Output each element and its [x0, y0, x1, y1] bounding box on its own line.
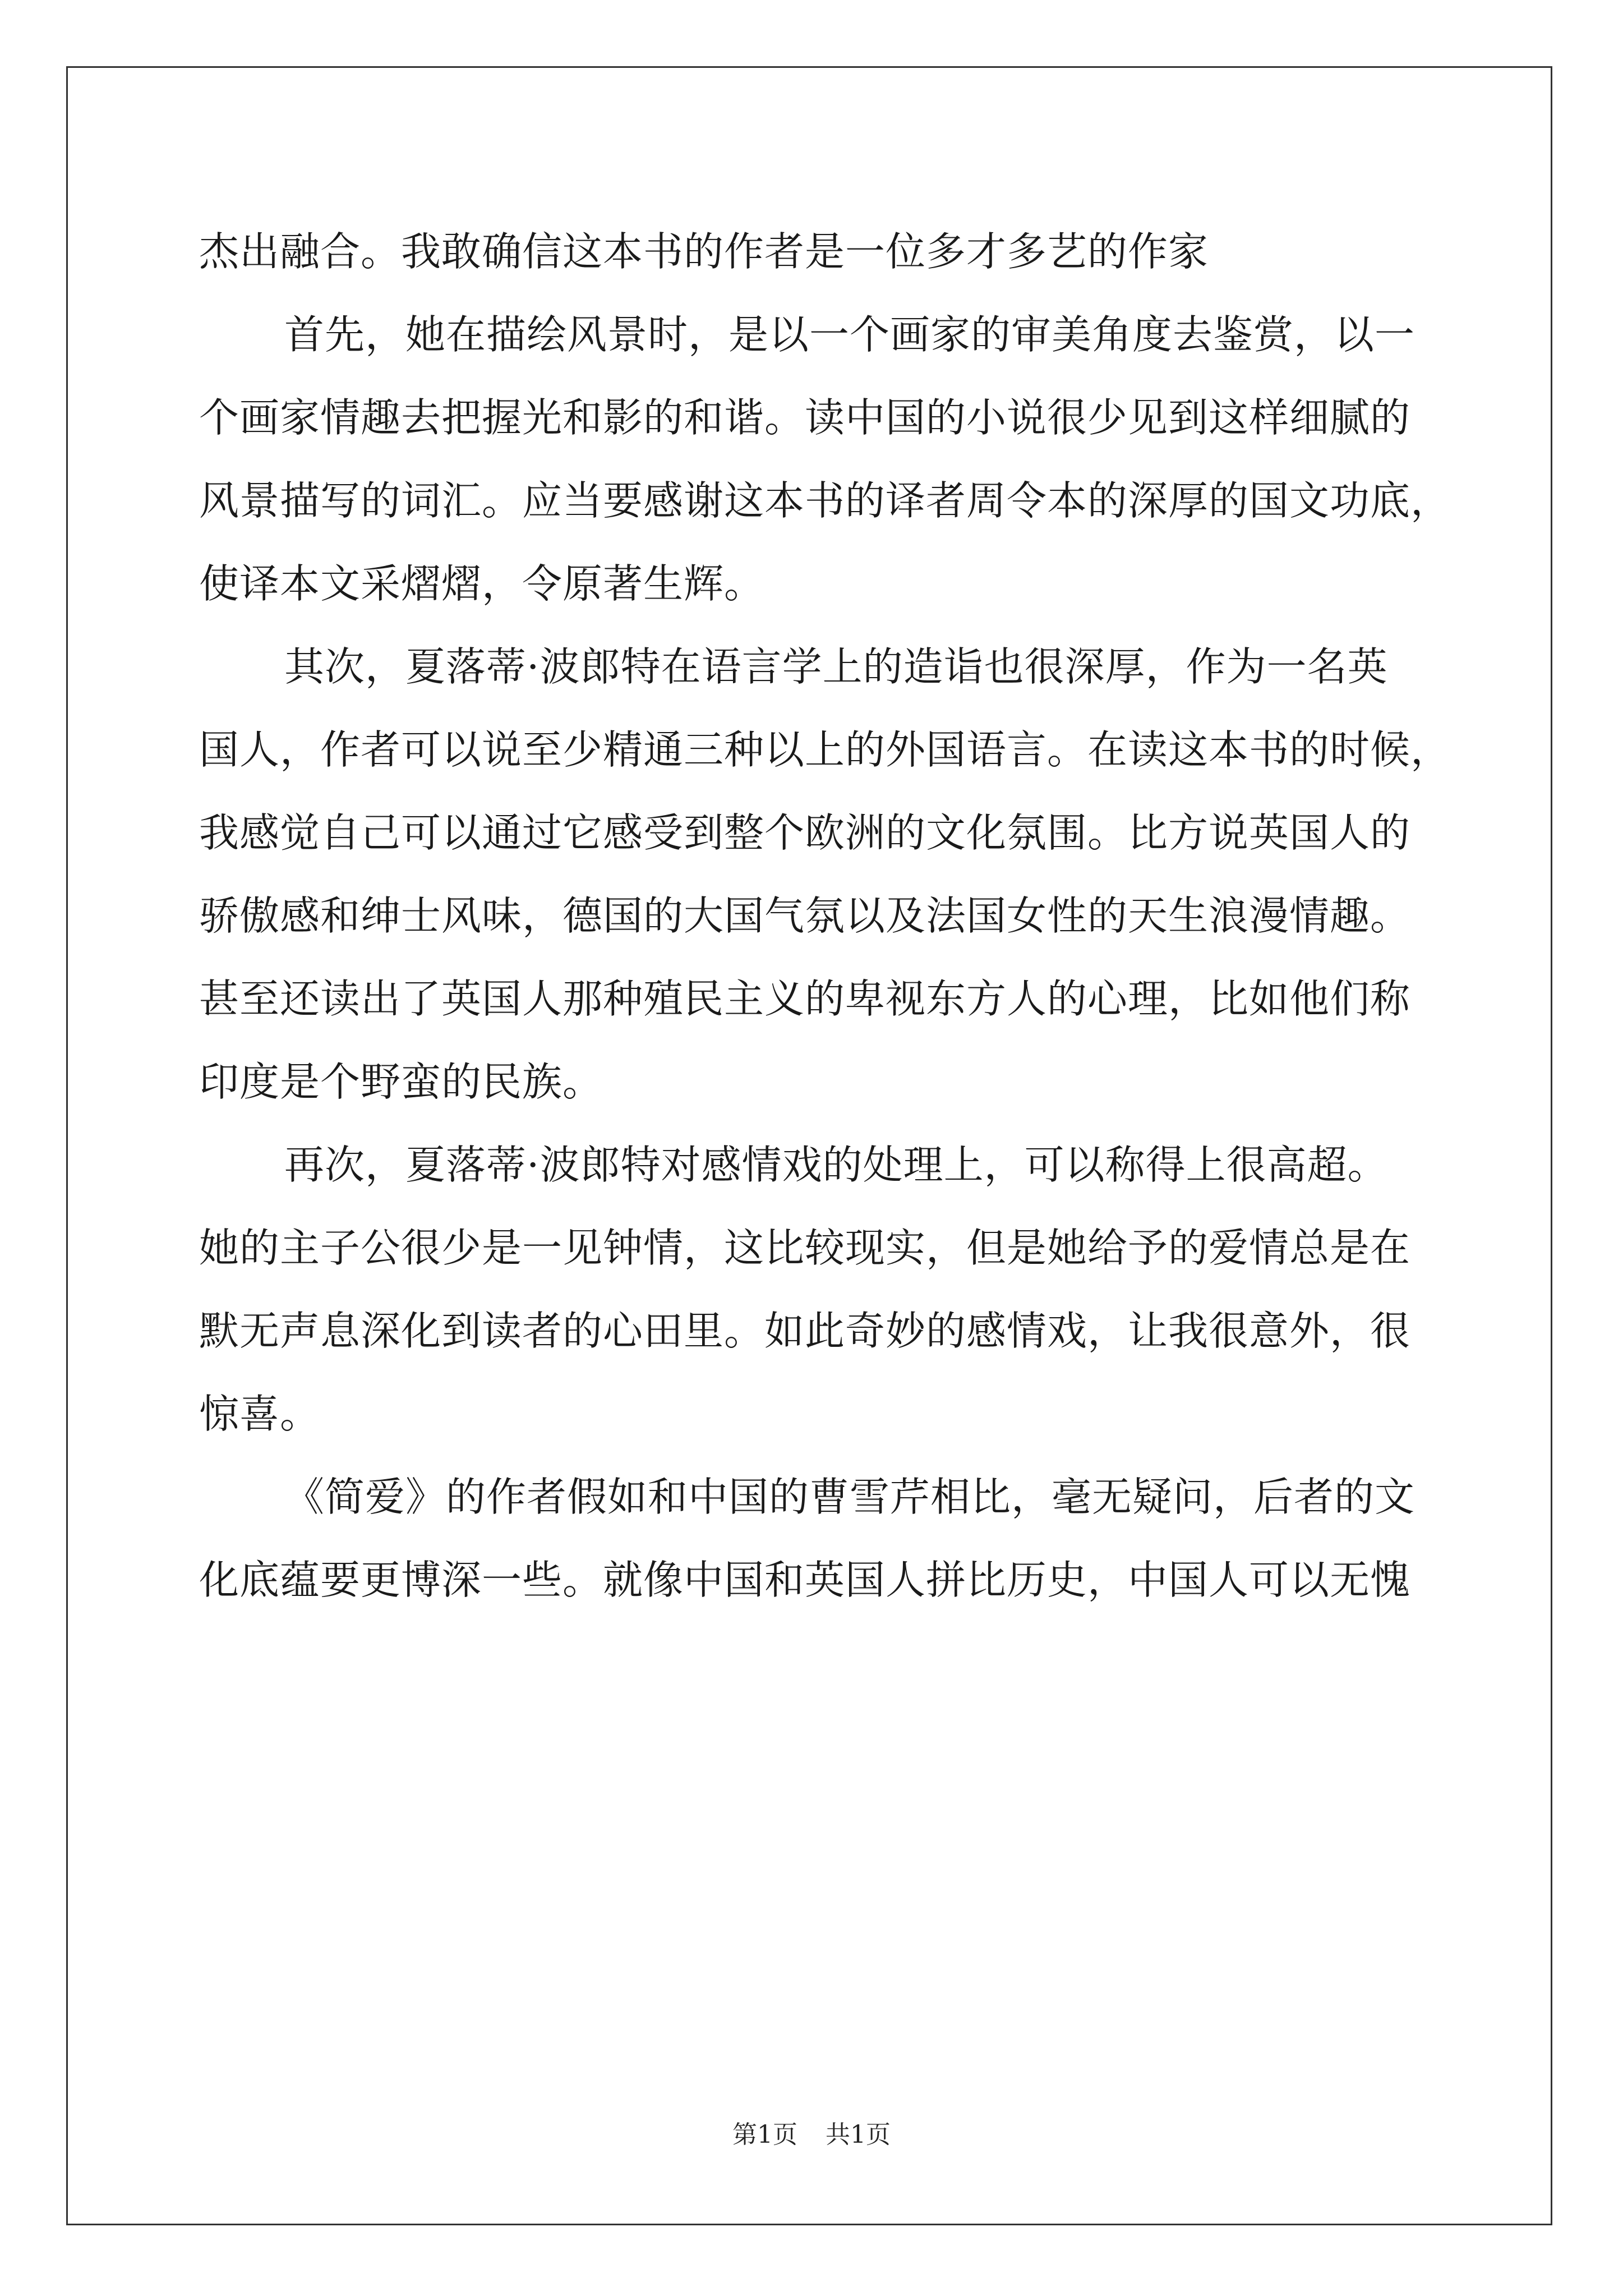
text-line-7: 国人，作者可以说至少精通三种以上的外国语言。在读这本书的时候，	[199, 726, 1451, 773]
page-footer	[0, 2114, 1623, 2150]
text-line-12: 再次，夏落蒂·波郎特对感情戏的处理上，可以称得上很高超。	[284, 1142, 1388, 1188]
text-line-6: 其次，夏落蒂·波郎特在语言学上的造诣也很深厚，作为一名英	[284, 643, 1388, 690]
text-line-8: 我感觉自己可以通过它感受到整个欧洲的文化氛围。比方说英国人的	[199, 809, 1411, 856]
text-line-10: 甚至还读出了英国人那种殖民主义的卑视东方人的心理，比如他们称	[199, 976, 1411, 1022]
document-body	[199, 210, 1451, 1622]
text-line-5: 使译本文采熠熠，令原著生辉。	[199, 560, 765, 607]
text-line-15: 惊喜。	[199, 1391, 321, 1437]
page-total: 共1页	[826, 2120, 891, 2149]
text-line-2: 首先，她在描绘风景时，是以一个画家的审美角度去鉴赏，以一	[284, 311, 1415, 358]
text-line-1: 杰出融合。我敢确信这本书的作者是一位多才多艺的作家	[199, 228, 1209, 275]
text-line-14: 默无声息深化到读者的心田里。如此奇妙的感情戏，让我很意外，很	[199, 1308, 1411, 1354]
text-line-17: 化底蕴要更博深一些。就像中国和英国人拼比历史，中国人可以无愧	[199, 1557, 1411, 1603]
page-number: 第1页	[732, 2120, 797, 2149]
text-line-9: 骄傲感和绅士风味，德国的大国气氛以及法国女性的天生浪漫情趣。	[199, 892, 1411, 939]
text-line-13: 她的主子公很少是一见钟情，这比较现实，但是她给予的爱情总是在	[199, 1225, 1411, 1271]
text-line-4: 风景描写的词汇。应当要感谢这本书的译者周令本的深厚的国文功底，	[199, 477, 1451, 524]
text-line-16: 《简爱》的作者假如和中国的曹雪芹相比，毫无疑问，后者的文	[284, 1474, 1415, 1520]
text-line-11: 印度是个野蛮的民族。	[199, 1059, 603, 1105]
text-line-3: 个画家情趣去把握光和影的和谐。读中国的小说很少见到这样细腻的	[199, 394, 1411, 441]
